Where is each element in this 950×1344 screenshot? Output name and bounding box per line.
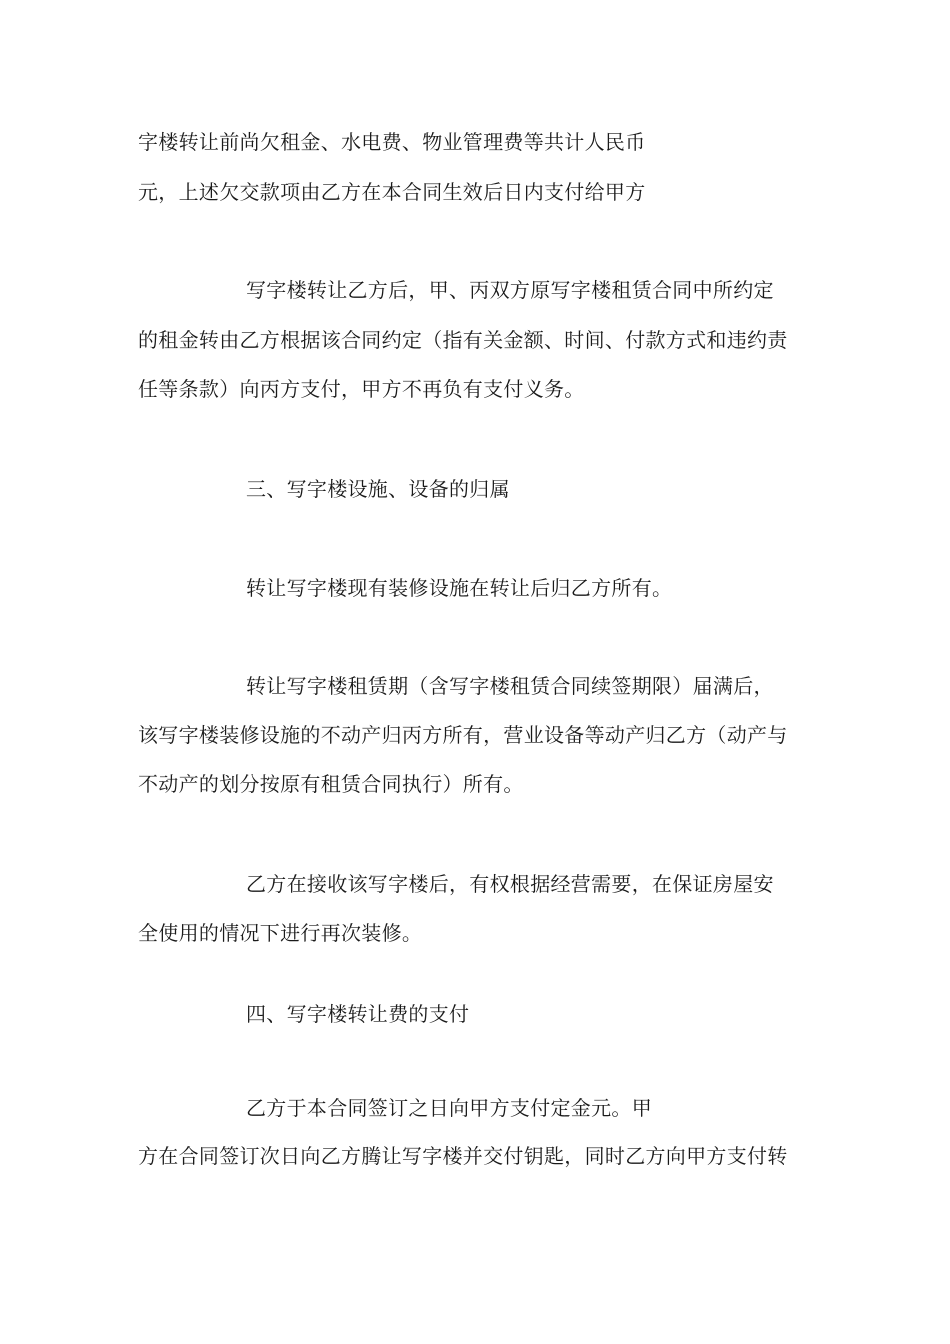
body-text-line: 字楼转让前尚欠租金、水电费、物业管理费等共计人民币 [138,130,646,154]
body-text-line: 任等条款）向丙方支付，甲方不再负有支付义务。 [138,377,585,401]
paragraph-first-line: 乙方在接收该写字楼后，有权根据经营需要，在保证房屋安 [246,872,774,896]
paragraph-first-line: 乙方于本合同签订之日向甲方支付定金元。甲 [246,1096,652,1120]
paragraph-first-line: 转让写字楼现有装修设施在转让后归乙方所有。 [246,576,673,600]
paragraph-first-line: 转让写字楼租赁期（含写字楼租赁合同续签期限）届满后， [246,674,774,698]
section-heading: 四、写字楼转让费的支付 [246,1002,470,1026]
body-text-line: 元，上述欠交款项由乙方在本合同生效后日内支付给甲方 [138,180,646,204]
body-text-line: 全使用的情况下进行再次装修。 [138,921,423,945]
body-text-line: 方在合同签订次日向乙方腾让写字楼并交付钥匙，同时乙方向甲方支付转 [138,1144,788,1168]
body-text-line: 的租金转由乙方根据该合同约定（指有关金额、时间、付款方式和违约责 [138,328,788,352]
body-text-line: 不动产的划分按原有租赁合同执行）所有。 [138,772,524,796]
body-text-line: 该写字楼装修设施的不动产归丙方所有，营业设备等动产归乙方（动产与 [138,723,788,747]
section-heading: 三、写字楼设施、设备的归属 [246,477,510,501]
paragraph-first-line: 写字楼转让乙方后，甲、丙双方原写字楼租赁合同中所约定 [246,278,774,302]
